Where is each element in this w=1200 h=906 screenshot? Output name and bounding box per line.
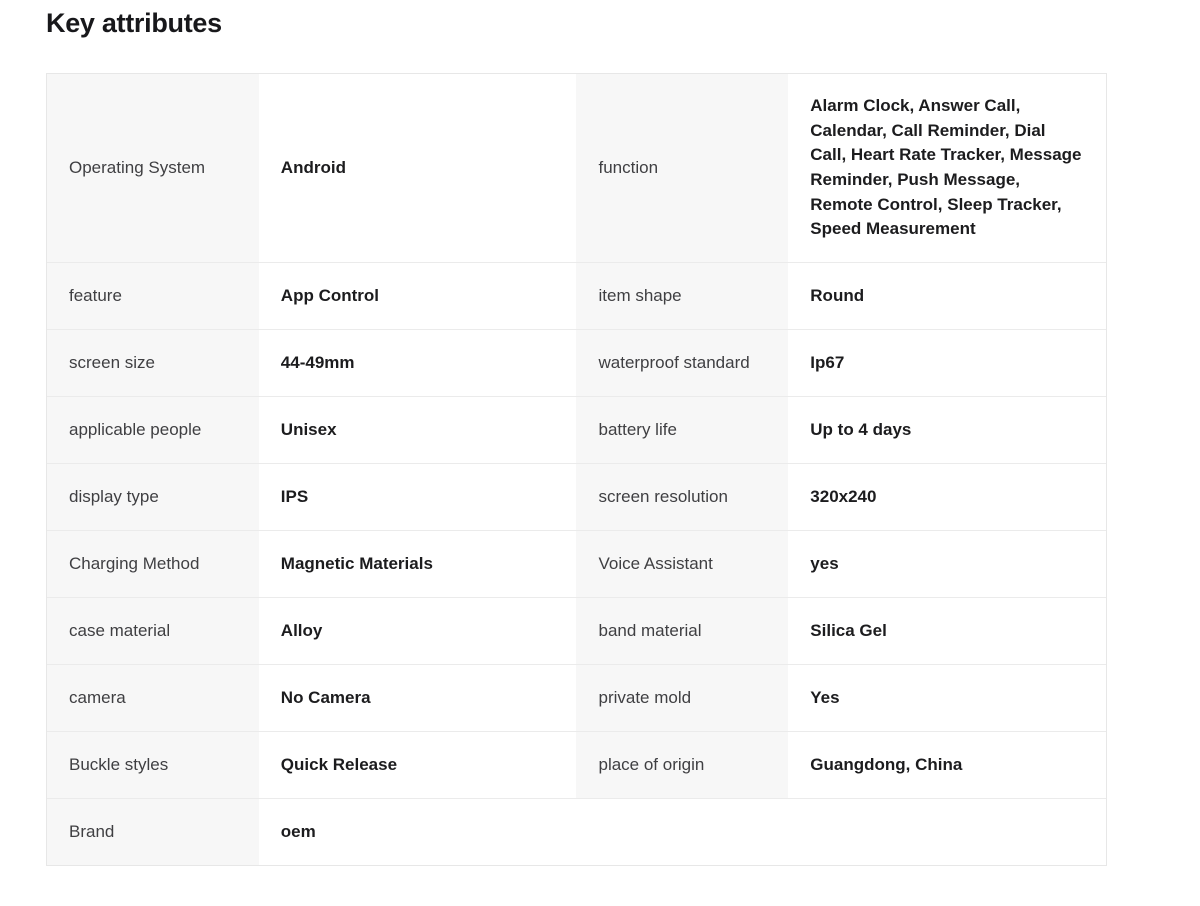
attr-label: place of origin — [576, 732, 788, 798]
table-row — [47, 396, 1106, 463]
attr-label: function — [576, 74, 788, 262]
attr-label: battery life — [576, 397, 788, 463]
page-title: Key attributes — [46, 8, 222, 38]
table-row — [47, 798, 1106, 865]
attr-label: private mold — [576, 665, 788, 731]
key-attributes-table — [46, 73, 1107, 866]
attr-label — [576, 799, 788, 865]
attr-value: Alloy — [259, 598, 577, 664]
attr-value: Yes — [788, 665, 1106, 731]
table-row — [47, 329, 1106, 396]
attr-label: feature — [47, 263, 259, 329]
attr-value: Quick Release — [259, 732, 577, 798]
attr-value — [788, 799, 1106, 865]
attr-label: applicable people — [47, 397, 259, 463]
attr-label: band material — [576, 598, 788, 664]
attr-value: Up to 4 days — [788, 397, 1106, 463]
attr-label: Buckle styles — [47, 732, 259, 798]
table-row — [47, 463, 1106, 530]
attr-label: Voice Assistant — [576, 531, 788, 597]
attr-label: Operating System — [47, 74, 259, 262]
attr-label: waterproof standard — [576, 330, 788, 396]
attr-label: display type — [47, 464, 259, 530]
attr-label: screen resolution — [576, 464, 788, 530]
attr-value: IPS — [259, 464, 577, 530]
attr-value: 44-49mm — [259, 330, 577, 396]
attr-label: Brand — [47, 799, 259, 865]
table-row — [47, 262, 1106, 329]
attr-value: 320x240 — [788, 464, 1106, 530]
attr-label: screen size — [47, 330, 259, 396]
attr-label: case material — [47, 598, 259, 664]
attr-value: Android — [259, 74, 577, 262]
attr-value: No Camera — [259, 665, 577, 731]
attr-value: oem — [259, 799, 577, 865]
attr-value: Alarm Clock, Answer Call, Calendar, Call Reminder, Dial Call, Heart Rate Tracker, Message Reminder, Push Message, Remote Control, Sleep Tracker, Speed Measurement — [788, 74, 1106, 262]
attr-label: Charging Method — [47, 531, 259, 597]
attr-value: Silica Gel — [788, 598, 1106, 664]
attr-value: App Control — [259, 263, 577, 329]
attr-label: camera — [47, 665, 259, 731]
table-row — [47, 597, 1106, 664]
attr-value: Ip67 — [788, 330, 1106, 396]
attr-value: Unisex — [259, 397, 577, 463]
attr-value: Magnetic Materials — [259, 531, 577, 597]
attr-value: Guangdong, China — [788, 732, 1106, 798]
table-row — [47, 664, 1106, 731]
attr-value: Round — [788, 263, 1106, 329]
attr-label: item shape — [576, 263, 788, 329]
table-row — [47, 74, 1106, 262]
attr-value: yes — [788, 531, 1106, 597]
table-row — [47, 731, 1106, 798]
table-row — [47, 530, 1106, 597]
